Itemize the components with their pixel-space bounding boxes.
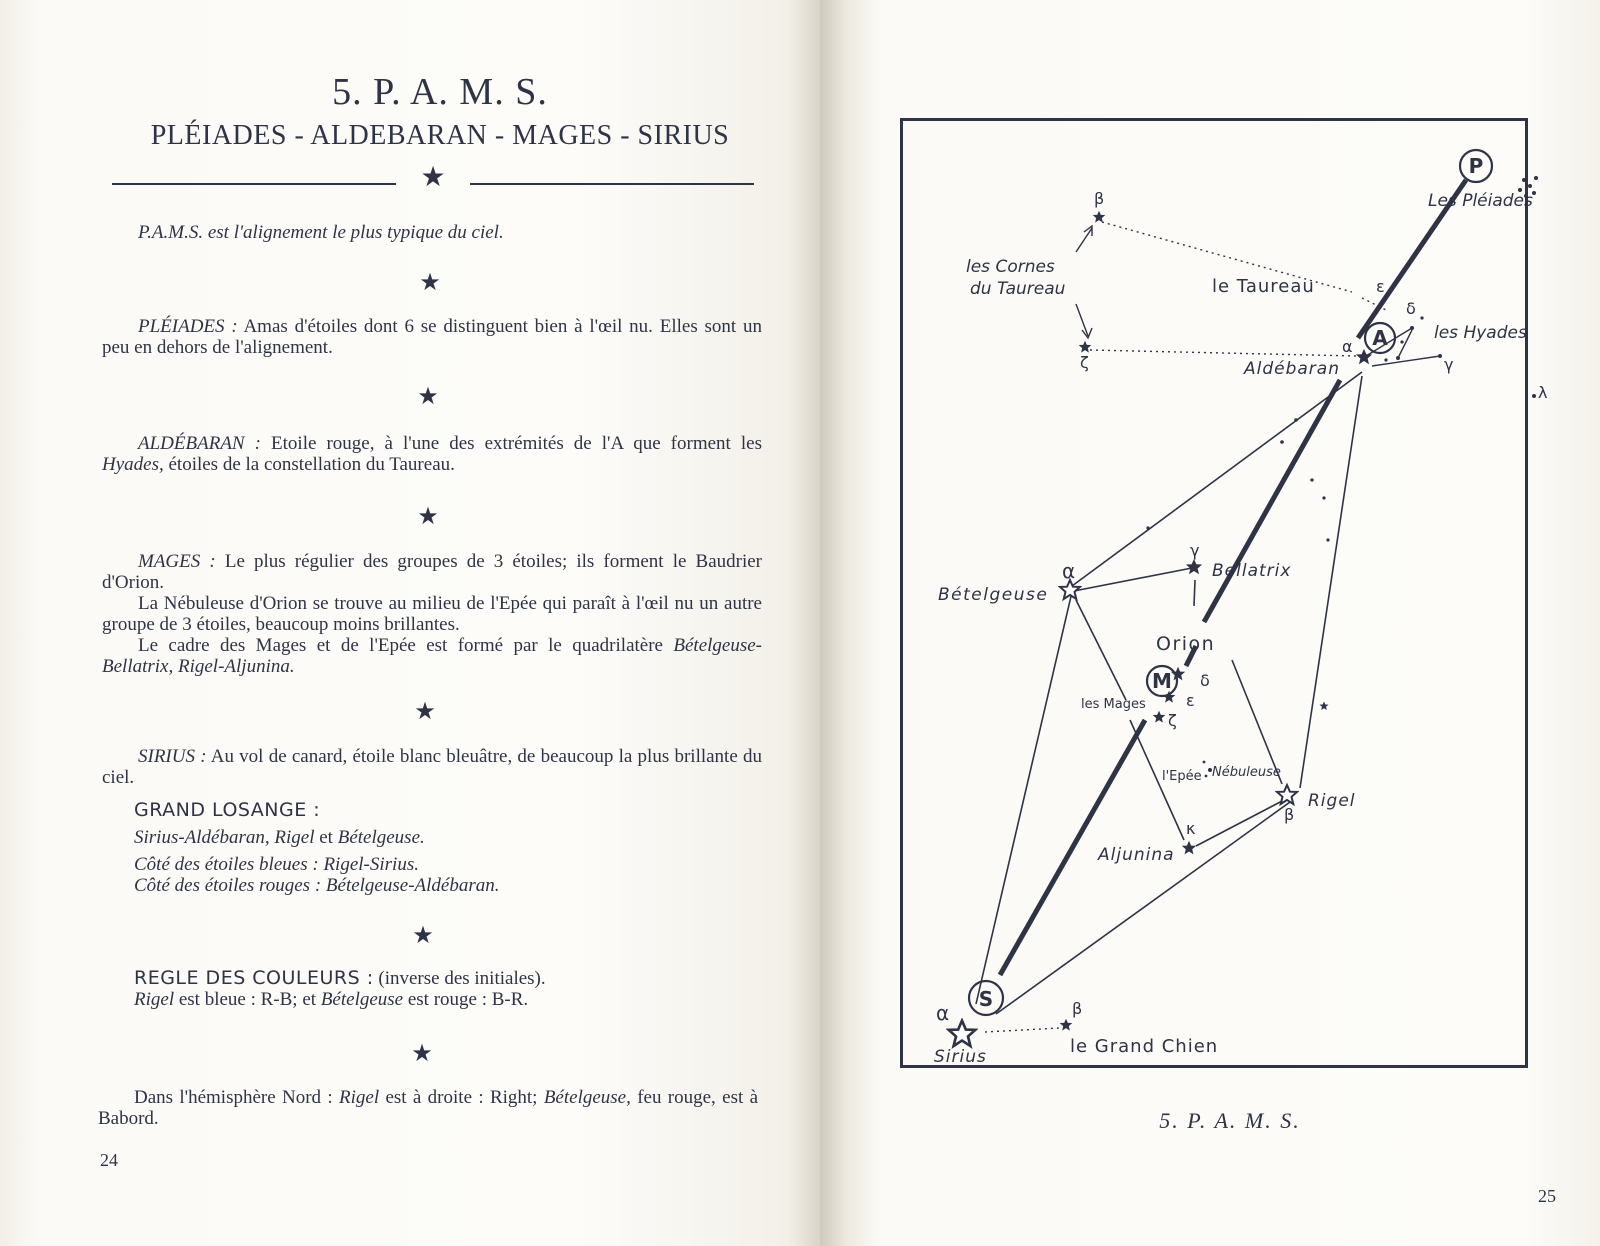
greek-gamma-hyades: γ [1444, 355, 1454, 374]
star-aljunina [1182, 841, 1196, 855]
greek-beta-tauri: β [1094, 189, 1105, 208]
greek-beta-rigel: β [1284, 805, 1295, 824]
mages-text-2: La Nébuleuse d'Orion se trouve au milieu de l'Epée qui paraît à l'œil nu un autre groupe de 3 étoiles, beaucoup moins brillantes. [102, 593, 762, 635]
regle-heading-tail: (inverse des initiales). [378, 968, 546, 989]
mages-term: MAGES : [138, 551, 216, 572]
pleiades-term: PLÉIADES : [138, 316, 238, 337]
losange-betelgeuse: Bételgeuse. [337, 827, 425, 848]
cote-rouges-value: Bételgeuse-Aldébaran. [325, 875, 500, 896]
nord-text-c: est à droite : Right; [385, 1087, 538, 1108]
regle-betelgeuse: Bételgeuse [320, 989, 404, 1010]
label-mages: les Mages [1081, 697, 1146, 712]
greek-zeta-tauri: ζ [1080, 353, 1089, 372]
sirius-text: Au vol de canard, étoile blanc bleuâtre, de beaucoup la plus brillante du ciel. [102, 746, 762, 788]
separator-star-icon: ★ [417, 504, 439, 530]
label-aljunina: Aljunina [1098, 845, 1175, 865]
separator-star-icon: ★ [417, 384, 439, 410]
greek-delta-hyades: δ [1406, 299, 1416, 318]
separator-star-icon: ★ [419, 270, 441, 296]
sirius-letter: S [978, 987, 994, 1011]
constellation-lines [976, 180, 1466, 1032]
losange-sirius-aldebaran: Sirius-Aldébaran, [134, 827, 270, 848]
mages-text-1: Le plus régulier des groupes de 3 étoiles; ils forment le Baudrier d'Orion. [102, 551, 763, 593]
label-epee: l'Epée [1162, 769, 1202, 784]
aldebaran-text-b: étoiles de la constellation du Taureau. [168, 454, 455, 475]
label-sirius: Sirius [934, 1047, 987, 1067]
map-stars [949, 211, 1372, 1046]
star-zeta-tauri [1079, 341, 1092, 353]
separator-star-icon: ★ [420, 162, 446, 193]
chapter-title: 5. P. A. M. S. [332, 71, 548, 113]
cote-bleues-label: Côté des étoiles bleues : [134, 854, 319, 875]
nord-rigel: Rigel [339, 1087, 380, 1108]
separator-star-icon: ★ [414, 699, 436, 725]
greek-alpha-betelgeuse: α [1062, 559, 1076, 583]
mages-text-3a: Le cadre des Mages et de l'Epée est formé par le quadrilatère [138, 635, 663, 656]
label-cornes-1: les Cornes [966, 257, 1055, 277]
losange-heading: GRAND LOSANGE : [134, 799, 321, 821]
label-pleiades: Les Pléiades [1428, 191, 1533, 211]
hyades-term: Hyades, [102, 454, 164, 475]
aldebaran-letter: A [1372, 326, 1388, 350]
star-rigel [1277, 785, 1297, 804]
page-number-right: 25 [1538, 1186, 1556, 1206]
losange-et: et [319, 827, 333, 848]
label-taureau: le Taureau [1212, 276, 1315, 297]
label-aldebaran: Aldébaran [1244, 359, 1340, 379]
greek-alpha-aldebaran: α [1342, 337, 1353, 356]
greek-zeta-mages: ζ [1168, 711, 1177, 730]
greek-gamma-bellatrix: γ [1190, 541, 1200, 560]
aldebaran-term: ALDÉBARAN : [138, 433, 261, 454]
losange-rigel: Rigel [274, 827, 315, 848]
pleiades-text: Amas d'étoiles dont 6 se distinguent bien à l'œil nu. Elles sont un peu en dehors de l'alignement. [102, 316, 763, 358]
greek-epsilon-hyades: ε [1376, 277, 1385, 296]
regle-text-b: est bleue : R-B; et [178, 989, 317, 1010]
star-small [1320, 702, 1329, 711]
label-bellatrix: Bellatrix [1212, 561, 1292, 581]
label-betelgeuse: Bételgeuse [938, 585, 1049, 605]
sirius-term: SIRIUS : [138, 746, 207, 767]
star-sirius [949, 1021, 976, 1046]
label-cornes-2: du Taureau [970, 279, 1066, 299]
nord-babord: Babord. [98, 1108, 159, 1129]
label-grand-chien: le Grand Chien [1070, 1036, 1219, 1057]
greek-epsilon-mages: ε [1186, 691, 1195, 710]
star-alnitak [1153, 711, 1166, 723]
regle-heading: REGLE DES COULEURS : [134, 967, 374, 989]
greek-beta-canis: β [1072, 999, 1083, 1018]
label-orion: Orion [1156, 633, 1216, 655]
aldebaran-text-a: Etoile rouge, à l'une des extrémités de l'A que forment les [271, 433, 762, 454]
mages-letter: M [1152, 669, 1172, 693]
regle-rigel: Rigel [134, 989, 175, 1010]
star-beta-canis [1060, 1019, 1073, 1031]
greek-kappa-aljunina: κ [1186, 819, 1196, 838]
pleiades-letter: P [1468, 154, 1484, 178]
label-hyades: les Hyades [1434, 323, 1527, 343]
regle-text-d: est rouge : B-R. [407, 989, 529, 1010]
page-number-left: 24 [100, 1150, 118, 1170]
chapter-subtitle: PLÉIADES - ALDEBARAN - MAGES - SIRIUS [150, 120, 730, 151]
label-rigel: Rigel [1308, 791, 1356, 811]
nord-text-a: Dans l'hémisphère Nord : [134, 1087, 333, 1108]
star-aldebaran [1356, 349, 1372, 364]
cote-rouges-label: Côté des étoiles rouges : [134, 875, 322, 896]
star-mintaka [1171, 667, 1185, 681]
nord-text-e: feu rouge, est à [637, 1087, 759, 1108]
greek-lambda: λ [1538, 383, 1548, 402]
figure-caption: 5. P. A. M. S. [1159, 1108, 1301, 1133]
cote-bleues-value: Rigel-Sirius. [323, 854, 419, 875]
separator-star-icon: ★ [412, 923, 434, 949]
intro-text: P.A.M.S. est l'alignement le plus typique du ciel. [138, 222, 504, 243]
star-beta-tauri [1093, 211, 1106, 223]
nord-betelgeuse: Bételgeuse, [543, 1087, 631, 1108]
mages-text-3b: Bételgeuse-Bellatrix, Rigel-Aljunina. [102, 635, 763, 677]
greek-delta-mages: δ [1200, 671, 1210, 690]
alignment-aldebaran-orion [1204, 380, 1340, 622]
greek-alpha-sirius: α [936, 1001, 950, 1025]
star-bellatrix [1186, 559, 1202, 574]
separator-star-icon: ★ [411, 1041, 433, 1067]
label-nebuleuse: Nébuleuse [1212, 765, 1281, 780]
